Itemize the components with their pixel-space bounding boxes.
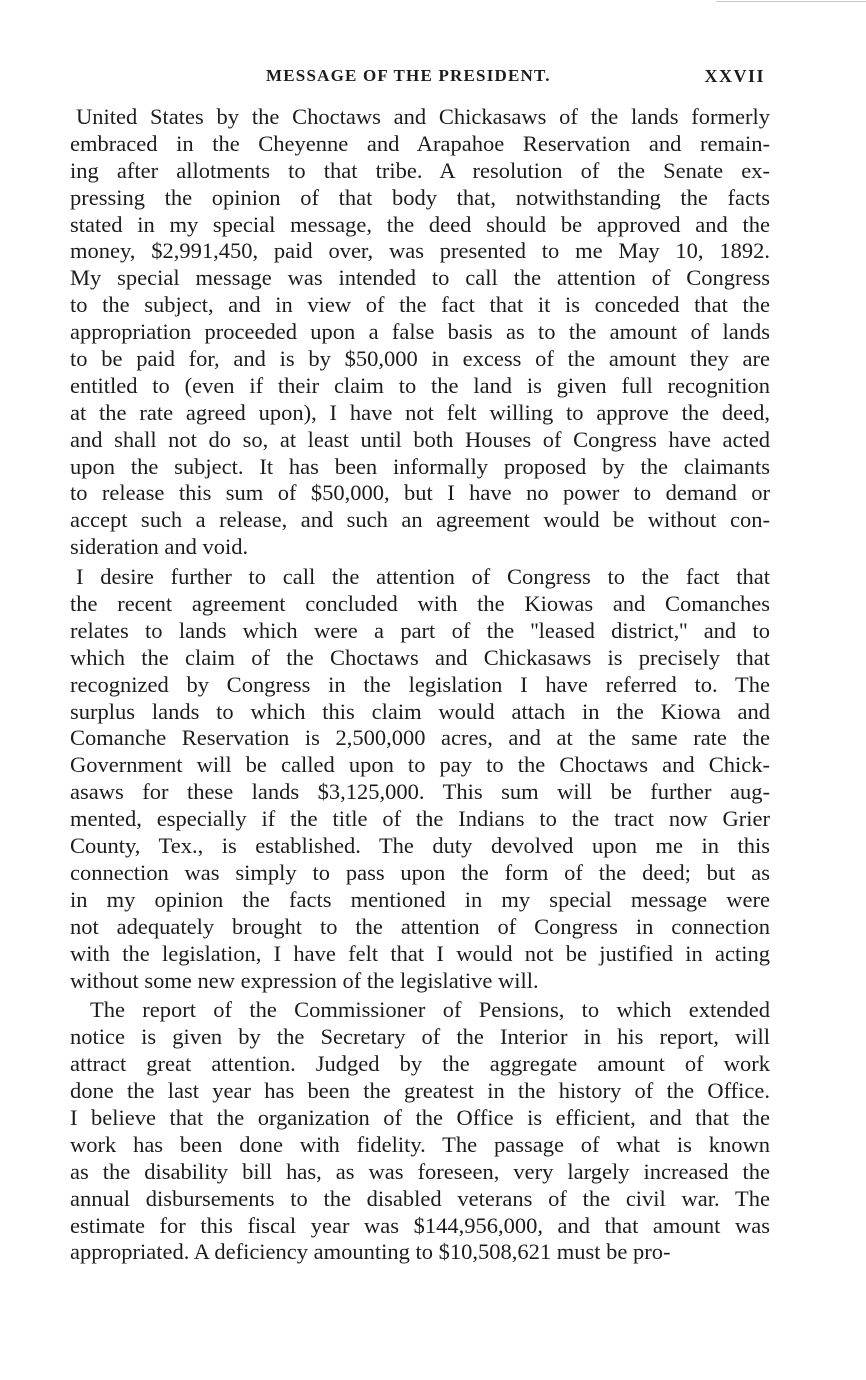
text-line: appropriated. A deficiency amounting to $10,508,621 must be pro- <box>70 1239 671 1265</box>
text-line: mented, especially if the title of the Indians to the tract now Grier <box>70 806 770 832</box>
text-line: notice is given by the Secretary of the Interior in his report, will <box>70 1024 770 1050</box>
text-line: The report of the Commissioner of Pensions, to which extended <box>90 997 770 1023</box>
text-line: work has been done with fidelity. The passage of what is known <box>70 1131 770 1157</box>
text-line: to release this sum of $50,000, but I have no power to demand or <box>70 480 770 506</box>
text-line: the recent agreement concluded with the Kiowas and Comanches <box>70 591 770 617</box>
text-line: stated in my special message, the deed should be approved and the <box>70 211 770 237</box>
top-edge-rule <box>716 1 866 2</box>
text-line: appropriation proceeded upon a false basis as to the amount of lands <box>70 319 770 345</box>
text-line: County, Tex., is established. The duty devolved upon me in this <box>70 833 770 859</box>
text-line: in my opinion the facts mentioned in my special message were <box>70 886 770 912</box>
text-line: Government will be called upon to pay to the Choctaws and Chick- <box>70 752 770 778</box>
text-line: money, $2,991,450, paid over, was presented to me May 10, 1892. <box>70 238 770 264</box>
text-line: I desire further to call the attention of Congress to the fact that <box>76 564 770 590</box>
text-line: done the last year has been the greatest in the history of the Office. <box>70 1078 770 1104</box>
page-header <box>80 66 765 90</box>
text-line: upon the subject. It has been informally proposed by the claimants <box>70 453 770 479</box>
text-line: United States by the Choctaws and Chickasaws of the lands formerly <box>76 104 770 129</box>
text-line: at the rate agreed upon), I have not felt willing to approve the deed, <box>70 399 770 425</box>
paragraph <box>70 104 770 561</box>
text-line: and shall not do so, at least until both Houses of Congress have acted <box>70 426 770 452</box>
text-line: estimate for this fiscal year was $144,956,000, and that amount was <box>70 1212 770 1238</box>
text-line: surplus lands to which this claim would attach in the Kiowa and <box>70 698 770 724</box>
text-line: entitled to (even if their claim to the land is given full recognition <box>70 372 770 398</box>
text-line: pressing the opinion of that body that, notwithstanding the facts <box>70 184 770 210</box>
text-line: embraced in the Cheyenne and Arapahoe Reservation and remain- <box>70 130 770 156</box>
text-line: recognized by Congress in the legislation I have referred to. The <box>70 671 770 697</box>
paragraph <box>70 997 770 1266</box>
text-line: with the legislation, I have felt that I would not be justified in acting <box>70 940 770 966</box>
text-line: relates to lands which were a part of the ''leased district,'' and to <box>70 617 770 643</box>
text-line: I believe that the organization of the Office is efficient, and that the <box>70 1104 770 1130</box>
text-line: attract great attention. Judged by the aggregate amount of work <box>70 1051 770 1077</box>
text-line: as the disability bill has, as was foreseen, very largely increased the <box>70 1158 770 1184</box>
page-number: XXVII <box>704 66 765 86</box>
body-text <box>70 104 770 1266</box>
text-line: to the subject, and in view of the fact that it is conceded that the <box>70 292 770 318</box>
text-line: My special message was intended to call the attention of Congress <box>70 265 770 291</box>
text-line: ing after allotments to that tribe. A resolution of the Senate ex- <box>70 157 770 183</box>
text-line: asaws for these lands $3,125,000. This sum will be further aug- <box>70 779 770 805</box>
text-line: not adequately brought to the attention of Congress in connection <box>70 913 770 939</box>
running-head: MESSAGE OF THE PRESIDENT. <box>266 66 551 85</box>
paragraph <box>70 564 770 994</box>
text-line: connection was simply to pass upon the form of the deed; but as <box>70 859 770 885</box>
text-line: without some new expression of the legislative will. <box>70 967 539 993</box>
text-line: accept such a release, and such an agreement would be without con- <box>70 507 770 533</box>
text-line: annual disbursements to the disabled veterans of the civil war. The <box>70 1185 770 1211</box>
text-line: to be paid for, and is by $50,000 in excess of the amount they are <box>70 346 770 372</box>
text-line: which the claim of the Choctaws and Chickasaws is precisely that <box>70 644 770 670</box>
text-line: sideration and void. <box>70 534 249 560</box>
text-line: Comanche Reservation is 2,500,000 acres, and at the same rate the <box>70 725 770 751</box>
